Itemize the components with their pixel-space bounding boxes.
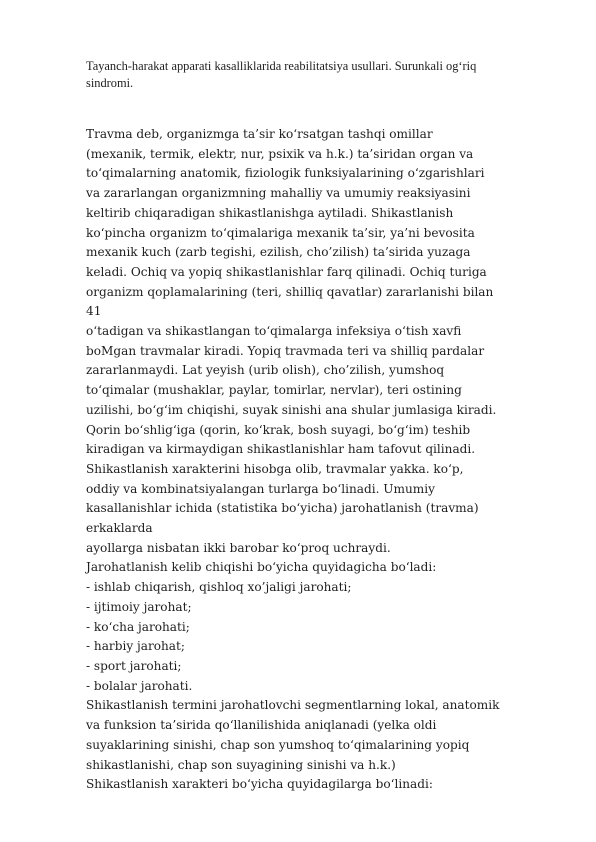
body-line: ko‘pincha organizm to‘qimalariga mexanik ta’sir, ya’ni bevosita: [86, 225, 475, 240]
body-line: (mexanik, termik, elektr, nur, psixik va h.k.) ta’siridan organ va: [86, 146, 474, 161]
body-line: Qorin bo‘shlig‘iga (qorin, ko‘krak, bosh suyagi, bo‘g‘im) teshib: [86, 422, 471, 437]
body-line: zararlanmaydi. Lat yeyish (urib olish), cho’zilish, yumshoq: [86, 363, 445, 378]
list-item: - ijtimoiy jarohat;: [86, 599, 192, 614]
document-header: [86, 58, 556, 92]
body-line: ayollarga nisbatan ikki barobar ko‘proq uchraydi.: [86, 540, 391, 555]
header-line: sindromi.: [86, 76, 134, 90]
list-item: - sport jarohati;: [86, 658, 182, 673]
body-line: shikastlanishi, chap son suyagining sinishi va h.k.): [86, 757, 396, 772]
body-line: va zararlangan organizmning mahalliy va umumiy reaksiyasini: [86, 186, 471, 201]
body-line: boMgan travmalar kiradi. Yopiq travmada teri va shilliq pardalar: [86, 343, 485, 358]
body-line: kasallanishlar ichida (statistika bo‘yicha) jarohatlanish (travma): [86, 501, 479, 516]
body-line: o‘tadigan va shikastlangan to‘qimalarga infeksiya o‘tish xavfi: [86, 324, 462, 339]
body-line: oddiy va kombinatsiyalangan turlarga bo‘linadi. Umumiy: [86, 481, 435, 496]
list-item: - ishlab chiqarish, qishloq xo’jaligi jarohati;: [86, 580, 352, 595]
page-number: 41: [86, 304, 102, 319]
body-line: uzilishi, bo‘g‘im chiqishi, suyak sinishi ana shular jumlasiga kiradi.: [86, 402, 497, 417]
body-line: Shikastlanish termini jarohatlovchi segmentlarning lokal, anatomik: [86, 698, 500, 713]
header-line: Tayanch-harakat apparati kasalliklarida reabilitatsiya usullari. Surunkali og‘riq: [86, 59, 477, 73]
body-line: to‘qimalarning anatomik, fiziologik funksiyalarining o‘zgarishlari: [86, 166, 485, 181]
list-item: - bolalar jarohati.: [86, 678, 193, 693]
body-line: suyaklarining sinishi, chap son yumshoq to‘qimalarining yopiq: [86, 737, 470, 752]
body-line: Shikastlanish xarakteri bo‘yicha quyidagilarga bo‘linadi:: [86, 777, 433, 792]
body-line: erkaklarda: [86, 521, 153, 536]
document-body: [86, 125, 566, 795]
body-line: Jarohatlanish kelib chiqishi bo‘yicha quyidagicha bo‘ladi:: [86, 560, 437, 575]
body-line: organizm qoplamalarining (teri, shilliq qavatlar) zararlanishi bilan: [86, 284, 494, 299]
body-line: Travma deb, organizmga ta’sir ko‘rsatgan tashqi omillar: [86, 127, 433, 141]
body-line: keltirib chiqaradigan shikastlanishga aytiladi. Shikastlanish: [86, 205, 454, 220]
list-item: - harbiy jarohat;: [86, 639, 185, 654]
list-item: - ko‘cha jarohati;: [86, 619, 190, 634]
body-line: keladi. Ochiq va yopiq shikastlanishlar farq qilinadi. Ochiq turiga: [86, 264, 487, 279]
body-line: to‘qimalar (mushaklar, paylar, tomirlar, nervlar), teri ostining: [86, 383, 462, 398]
body-line: kiradigan va kirmaydigan shikastlanishlar ham tafovut qilinadi.: [86, 442, 476, 457]
body-line: mexanik kuch (zarb tegishi, ezilish, cho’zilish) ta’sirida yuzaga: [86, 245, 471, 260]
body-line: Shikastlanish xarakterini hisobga olib, travmalar yakka. ko‘p,: [86, 461, 464, 476]
body-line: va funksion ta’sirida qo‘llanilishida aniqlanadi (yelka oldi: [86, 718, 437, 733]
